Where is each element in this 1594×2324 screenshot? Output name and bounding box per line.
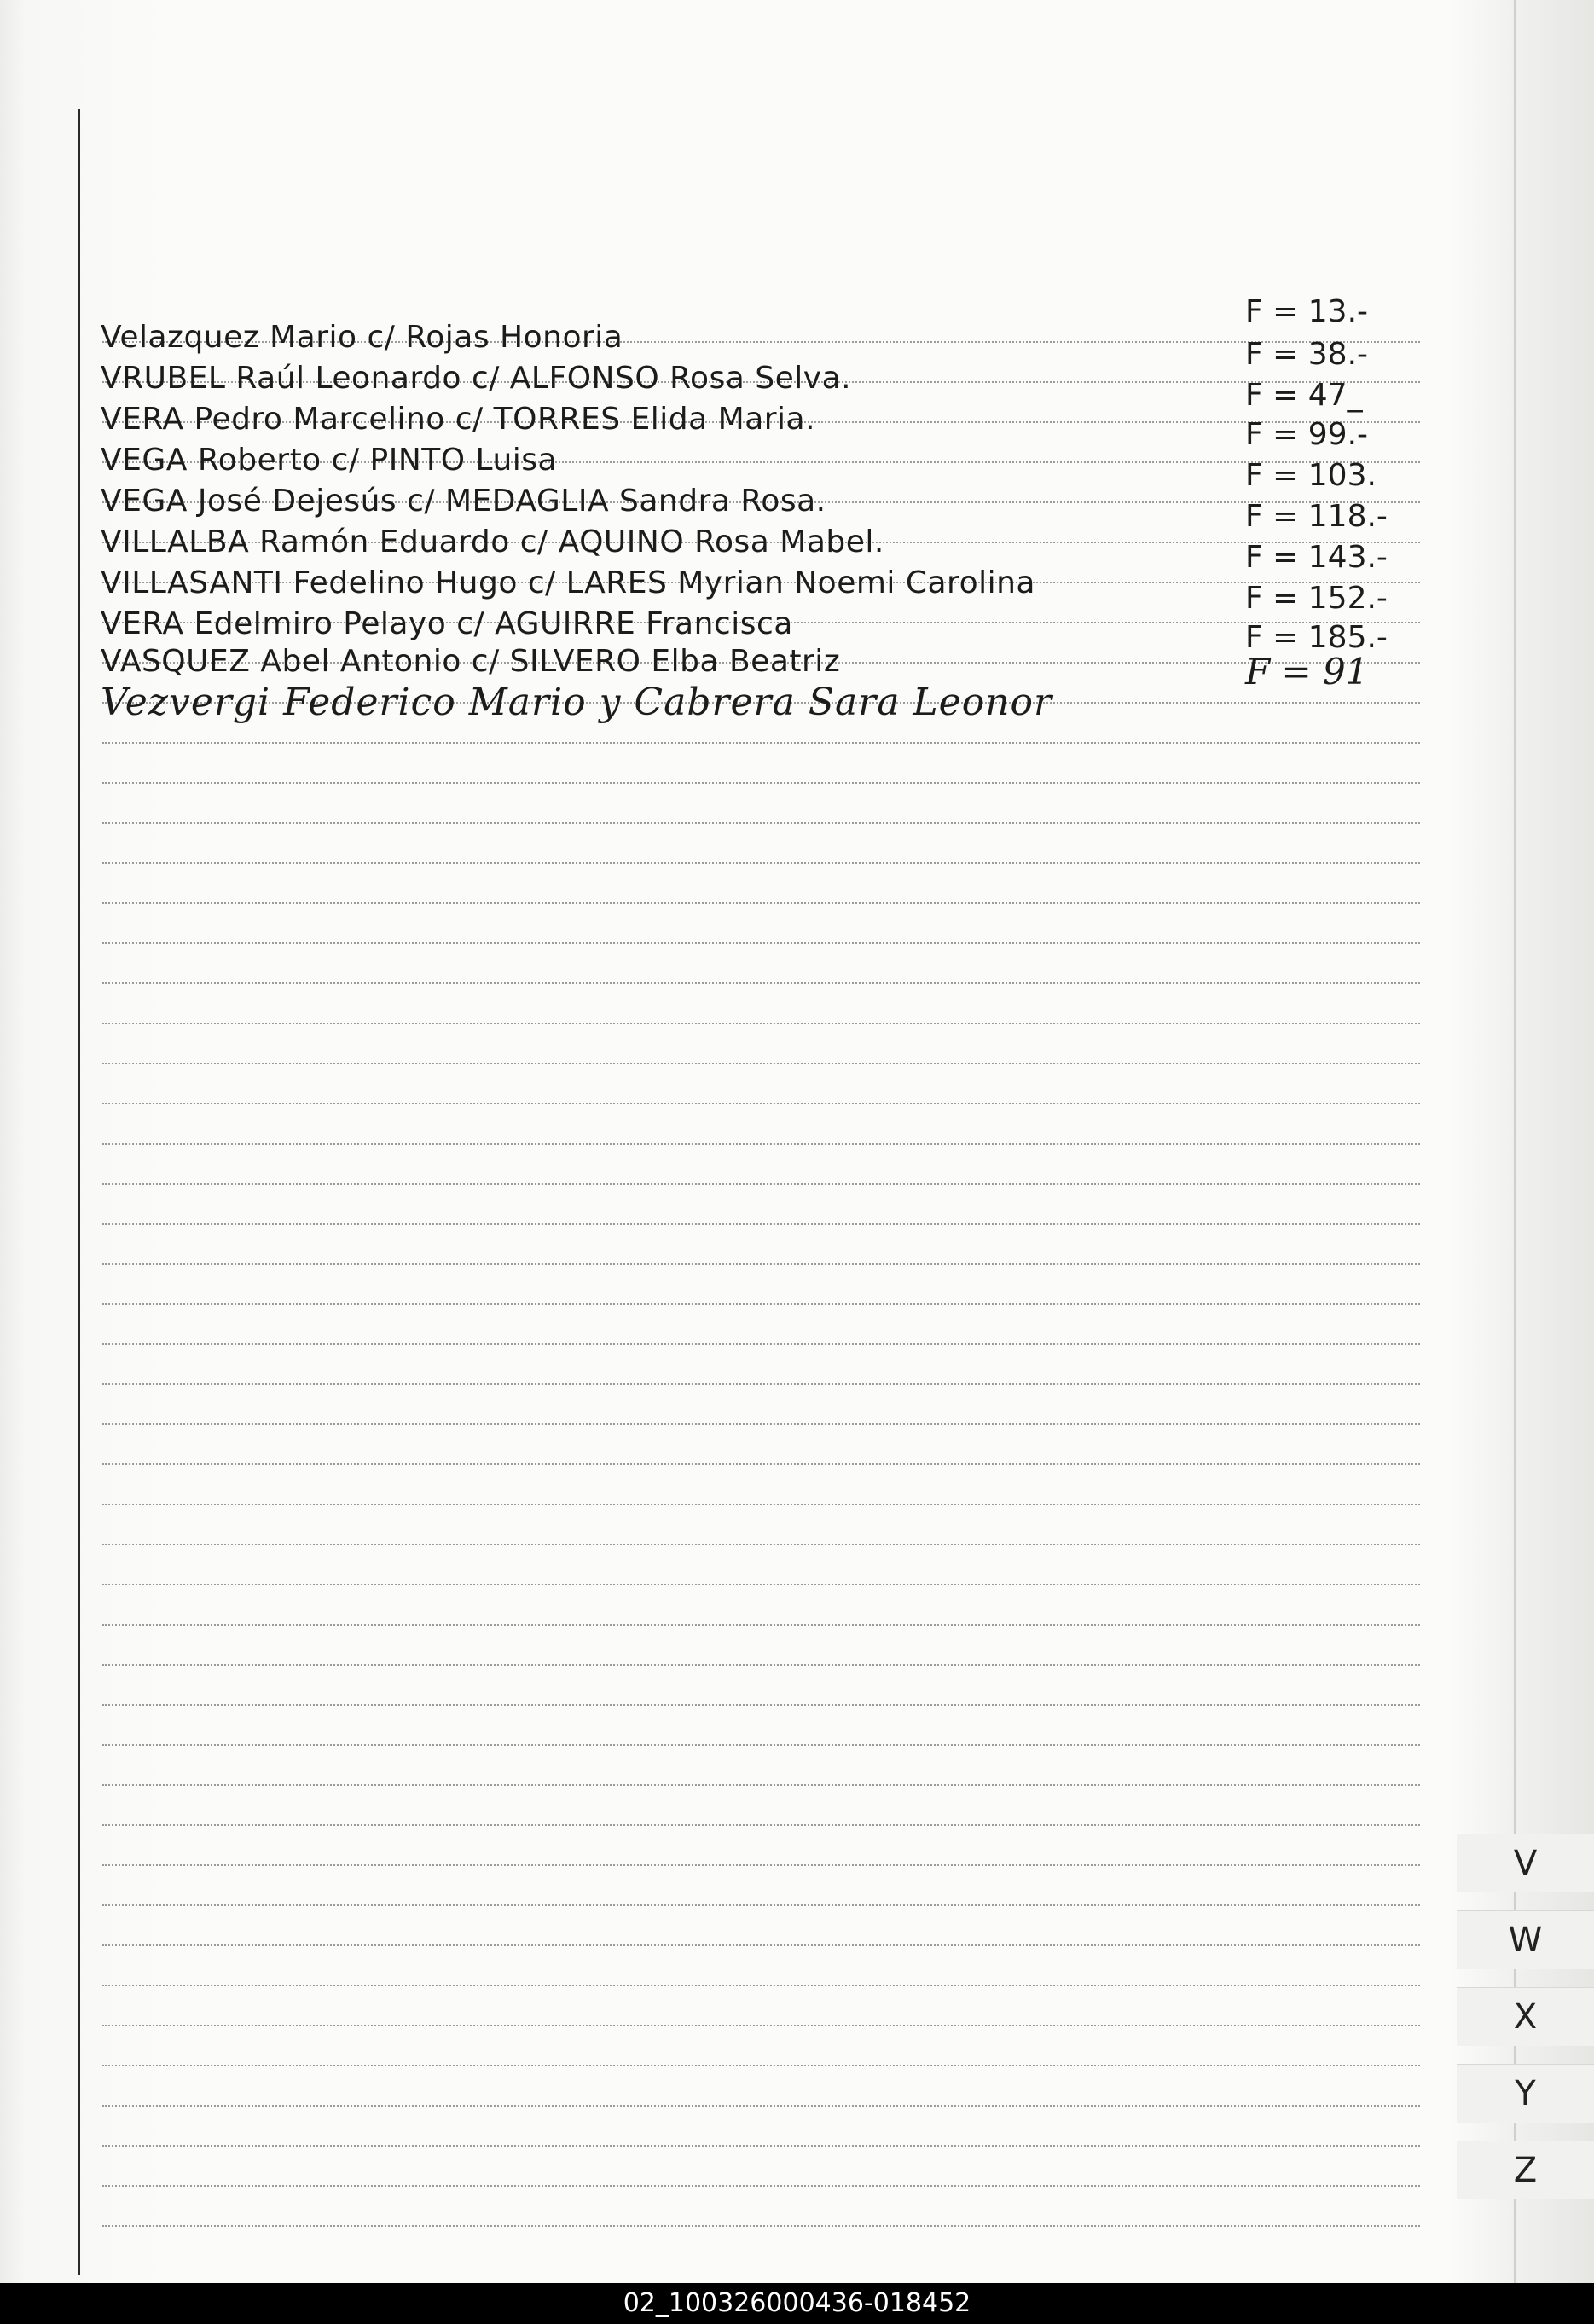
ruled-line xyxy=(102,1183,1420,1185)
ruled-line xyxy=(102,2025,1420,2026)
ruled-line xyxy=(102,1544,1420,1545)
ruled-line xyxy=(102,1023,1420,1024)
ruled-line xyxy=(102,1824,1420,1826)
ruled-line xyxy=(102,1784,1420,1786)
ruled-line xyxy=(102,1864,1420,1866)
index-tab-w[interactable]: W xyxy=(1457,1910,1594,1969)
ruled-line xyxy=(102,1103,1420,1104)
entry-folio: F = 91 xyxy=(1245,651,1369,693)
entry-folio: F = 185.- xyxy=(1245,620,1388,655)
ruled-line xyxy=(102,1143,1420,1145)
index-tab-y[interactable]: Y xyxy=(1457,2064,1594,2123)
entry-name: VERA Edelmiro Pelayo c/ AGUIRRE Francisca xyxy=(101,606,793,641)
ruled-line xyxy=(102,1704,1420,1706)
ruled-line xyxy=(102,1744,1420,1746)
entry-name: Velazquez Mario c/ Rojas Honoria xyxy=(101,320,623,355)
entry-folio: F = 99.- xyxy=(1245,417,1368,452)
ruled-line xyxy=(102,1303,1420,1305)
ruled-line xyxy=(102,2225,1420,2227)
entry-name: VEGA Roberto c/ PINTO Luisa xyxy=(101,443,558,478)
index-tab-v[interactable]: V xyxy=(1457,1834,1594,1892)
entry-folio: F = 47_ xyxy=(1245,378,1363,413)
entry-folio: F = 152.- xyxy=(1245,581,1388,616)
ruled-line xyxy=(102,862,1420,864)
entry-name: VILLALBA Ramón Eduardo c/ AQUINO Rosa Mabel. xyxy=(101,524,884,559)
ruled-line xyxy=(102,1944,1420,1946)
entry-name: VERA Pedro Marcelino c/ TORRES Elida Maria. xyxy=(101,402,816,437)
margin-line xyxy=(78,109,80,2275)
index-tab-z[interactable]: Z xyxy=(1457,2141,1594,2199)
ruled-line xyxy=(102,2145,1420,2147)
ruled-line xyxy=(102,1063,1420,1064)
ruled-line xyxy=(102,2065,1420,2066)
ruled-line xyxy=(102,942,1420,944)
entry-folio: F = 143.- xyxy=(1245,540,1388,575)
footer-bar xyxy=(0,2283,1594,2324)
ruled-line xyxy=(102,1263,1420,1265)
entry-folio: F = 13.- xyxy=(1245,294,1368,329)
ruled-line xyxy=(102,1463,1420,1465)
entry-name: VILLASANTI Fedelino Hugo c/ LARES Myrian Noemi Carolina xyxy=(101,565,1035,600)
ruled-line xyxy=(102,1383,1420,1385)
index-tab-x[interactable]: X xyxy=(1457,1987,1594,2046)
ruled-line xyxy=(102,902,1420,904)
entry-name: Vezvergi Federico Mario y Cabrera Sara Leonor xyxy=(101,681,1053,724)
ruled-line xyxy=(102,1504,1420,1505)
entry-folio: F = 103. xyxy=(1245,458,1377,493)
entry-name: VEGA José Dejesús c/ MEDAGLIA Sandra Rosa. xyxy=(101,484,826,519)
ruled-line xyxy=(102,1584,1420,1585)
alphabet-index-tabs xyxy=(1457,1834,1594,2217)
ruled-line xyxy=(102,782,1420,784)
ruled-line xyxy=(102,2105,1420,2107)
ruled-line xyxy=(102,1664,1420,1666)
ruled-line xyxy=(102,2185,1420,2187)
entry-folio: F = 38.- xyxy=(1245,337,1368,372)
ruled-line xyxy=(102,1624,1420,1626)
ruled-line xyxy=(102,1423,1420,1425)
entry-folio: F = 118.- xyxy=(1245,499,1388,534)
ruled-line xyxy=(102,1904,1420,1906)
ruled-line xyxy=(102,1985,1420,1986)
document-id: 02_100326000436-018452 xyxy=(623,2288,971,2318)
ruled-line xyxy=(102,1343,1420,1345)
ruled-line xyxy=(102,822,1420,824)
entry-name: VRUBEL Raúl Leonardo c/ ALFONSO Rosa Selva. xyxy=(101,361,852,396)
ruled-line xyxy=(102,982,1420,984)
entry-name: VASQUEZ Abel Antonio c/ SILVERO Elba Beatriz xyxy=(101,644,841,679)
ruled-line xyxy=(102,742,1420,744)
ruled-line xyxy=(102,1223,1420,1225)
